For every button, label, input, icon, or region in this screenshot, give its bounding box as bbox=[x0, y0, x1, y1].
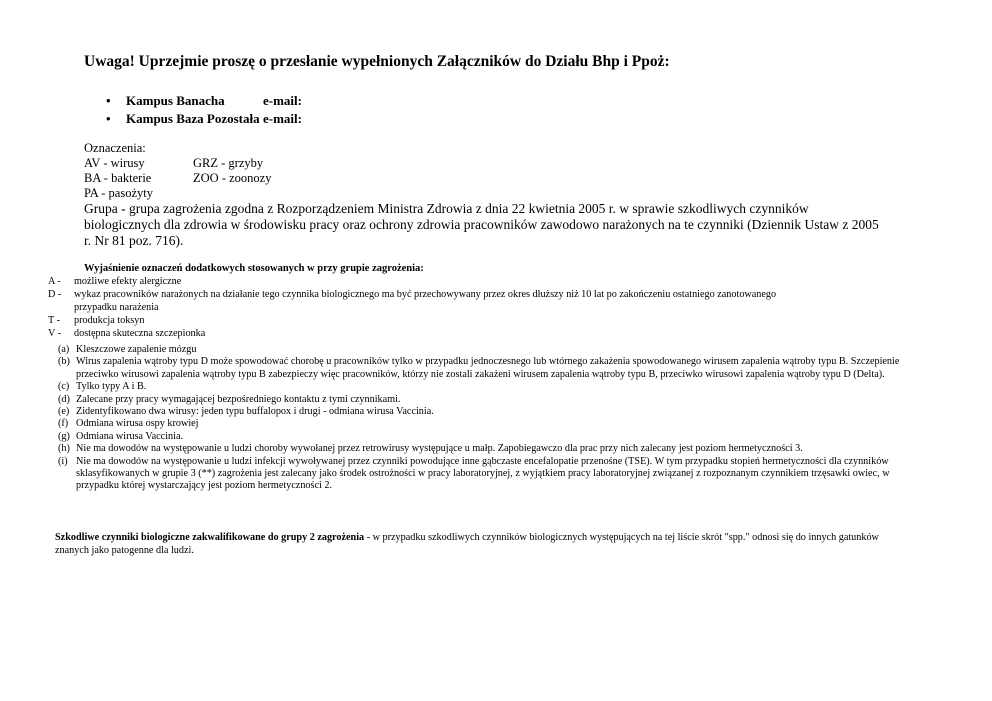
note-key: (h) bbox=[58, 443, 70, 455]
footer-bold: Szkodliwe czynniki biologiczne zakwalifikowane do grupy 2 zagrożenia bbox=[55, 532, 365, 543]
note-text: Tylko typy A i B. bbox=[76, 381, 147, 393]
legend-row bbox=[84, 171, 271, 186]
note-b bbox=[58, 356, 928, 381]
bullet-icon: • bbox=[106, 93, 111, 108]
legend-heading: Oznaczenia: bbox=[84, 141, 146, 155]
campus-list bbox=[106, 92, 302, 128]
legend-entry: PA - pasożyty bbox=[84, 186, 153, 200]
group-definition: Grupa - grupa zagrożenia zgodna z Rozporządzeniem Ministra Zdrowia z dnia 22 kwietnia 2005 r. w sprawie szkodliwych czynników biologicznych dla zdrowia w środowisku pracy oraz ochrony zdrowia pracowników zawodowo narażonych na te czynniki (Dziennik Ustaw z 2005 r. Nr 81 poz. 716). bbox=[84, 201, 879, 248]
note-key: (b) bbox=[58, 356, 70, 368]
note-a bbox=[58, 344, 928, 356]
explanation-text: produkcja toksyn bbox=[74, 315, 145, 326]
explanation-key: D - bbox=[48, 289, 62, 300]
campus-name: Kampus Banacha bbox=[126, 93, 225, 108]
note-text: Nie ma dowodów na występowanie u ludzi infekcji wywoływanej przez czynniki powodujące inne gąbczaste encefalopatie przenośne (TSE). W tym przypadku stopień hermetyczności dla czynników sklasyfikowanych w grupie 3 (**) zagrożenia jest zalecany jako środek ostrożności w pracy laboratoryjnej, z wyjątkiem pracy laboratoryjnej związanej z rozpoznanym czynnikiem trzęsawki owiec, w przypadku której wystarczający jest poziom hermetyczności 2. bbox=[76, 455, 890, 492]
email-label: e-mail: bbox=[263, 111, 302, 126]
note-e bbox=[58, 406, 928, 418]
note-d bbox=[58, 394, 928, 406]
explanation-key: V - bbox=[48, 328, 62, 339]
note-key: (a) bbox=[58, 344, 70, 355]
note-f bbox=[58, 418, 928, 430]
explanation-text: wykaz pracowników narażonych na działanie tego czynnika biologicznego ma być przechowywany przez okres dłuższy niż 10 lat po zakończeniu ostatniego zanotowanego bbox=[74, 289, 777, 300]
note-h bbox=[58, 443, 928, 455]
note-text: Odmiana wirusa Vaccinia. bbox=[76, 430, 184, 442]
bullet-icon: • bbox=[106, 111, 111, 126]
note-g bbox=[58, 431, 928, 443]
campus-item-banacha bbox=[106, 92, 302, 110]
legend-entry: AV - wirusy bbox=[84, 156, 145, 170]
notes-list bbox=[58, 344, 928, 493]
note-text: Wirus zapalenia wątroby typu D może spowodować chorobę u pracowników tylko w przypadku jednoczesnego lub wtórnego zakażenia spowodowanego wirusem zapalenia wątroby typu B. Szczepienie przeciwko wirusowi zapalenia wątroby typu B zabezpieczy więc pracowników, którzy nie zostali zakażeni wirusem zapalenia wątroby typu B, przeciwko wirusowi zapalenia wątroby typu D (Delta). bbox=[76, 356, 900, 380]
footer-text: - w przypadku szkodliwych czynników biologicznych występujących na tej liście skrót "spp." odnosi się do innych gatunków znanych jako patogenne dla ludzi. bbox=[55, 532, 879, 556]
legend-row bbox=[84, 156, 271, 171]
email-label: e-mail: bbox=[263, 93, 302, 108]
explanation-item-d-cont: przypadku narażenia bbox=[74, 302, 159, 313]
note-key: (e) bbox=[58, 406, 70, 418]
footer-note bbox=[55, 532, 905, 557]
explanation-item-t bbox=[48, 315, 144, 328]
legend-row bbox=[84, 186, 271, 201]
note-text: Odmiana wirusa ospy krowiej bbox=[76, 418, 199, 430]
campus-name: Kampus Baza Pozostała bbox=[126, 111, 260, 126]
note-text: Nie ma dowodów na występowanie u ludzi choroby wywołanej przez retrowirusy występujące u małp. Zapobiegawczo dla prac przy nich zalecany jest poziom hermetyczności 3. bbox=[76, 443, 803, 455]
explanation-text: dostępna skuteczna szczepionka bbox=[74, 328, 206, 339]
note-key: (g) bbox=[58, 430, 70, 442]
note-key: (f) bbox=[58, 418, 69, 430]
note-key: (c) bbox=[58, 381, 70, 393]
explanation-item-v bbox=[48, 328, 205, 341]
legend-entry: ZOO - zoonozy bbox=[193, 171, 272, 185]
explanation-key: A - bbox=[48, 276, 61, 287]
explanation-header: Wyjaśnienie oznaczeń dodatkowych stosowanych w przy grupie zagrożenia: bbox=[84, 263, 424, 274]
note-text: Zidentyfikowano dwa wirusy: jeden typu buffalopox i drugi - odmiana wirusa Vaccinia. bbox=[76, 406, 434, 418]
explanation-item-d bbox=[48, 289, 776, 302]
note-i bbox=[58, 456, 928, 493]
explanation-key: T - bbox=[48, 315, 60, 326]
note-c bbox=[58, 381, 928, 393]
note-text: Kleszczowe zapalenie mózgu bbox=[76, 344, 197, 355]
note-text: Zalecane przy pracy wymagającej bezpośredniego kontaktu z tymi czynnikami. bbox=[76, 393, 401, 405]
explanation-text: możliwe efekty alergiczne bbox=[74, 276, 182, 287]
legend bbox=[84, 141, 271, 201]
explanation-item-a bbox=[48, 276, 181, 289]
page-title: Uwaga! Uprzejmie proszę o przesłanie wypełnionych Załączników do Działu Bhp i Ppoż: bbox=[84, 53, 670, 70]
legend-entry: GRZ - grzyby bbox=[193, 156, 264, 170]
note-key: (i) bbox=[58, 455, 68, 467]
note-key: (d) bbox=[58, 393, 70, 405]
legend-entry: BA - bakterie bbox=[84, 171, 152, 185]
campus-item-baza-pozostala bbox=[106, 110, 302, 128]
